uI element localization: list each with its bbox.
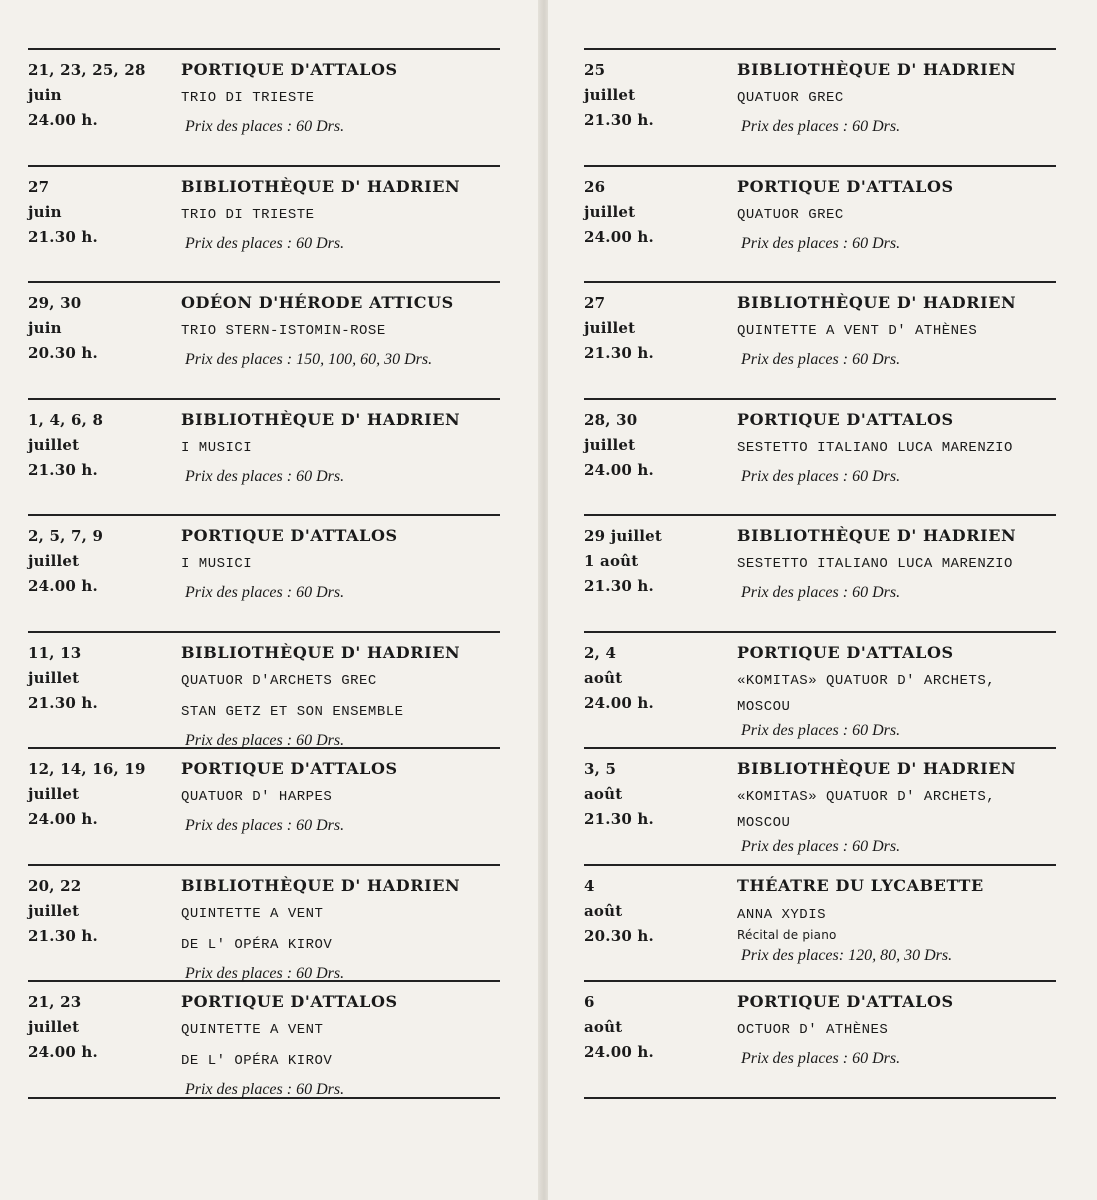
performers <box>181 900 500 960</box>
performers <box>181 783 500 812</box>
event-date <box>28 58 178 133</box>
date-line: 1, 4, 6, 8 <box>28 410 104 429</box>
date-line: 21.30 h. <box>584 111 654 129</box>
concert-entry <box>584 982 1056 1099</box>
date-line: juillet <box>584 435 636 454</box>
left-column <box>28 48 500 1099</box>
performer-name: SESTETTO ITALIANO LUCA MARENZIO <box>737 439 1013 456</box>
concert-entry <box>584 283 1056 400</box>
ticket-price: Prix des places : 60 Drs. <box>741 584 901 601</box>
performer-name: TRIO DI TRIESTE <box>181 206 315 223</box>
venue-name: BIBLIOTHÈQUE D' HADRIEN <box>181 642 461 662</box>
performers <box>181 550 500 579</box>
venue-name: BIBLIOTHÈQUE D' HADRIEN <box>737 759 1017 778</box>
performers <box>181 667 500 727</box>
date-line: 6 <box>584 993 595 1011</box>
event-date <box>584 58 734 133</box>
concert-entry <box>28 866 500 983</box>
concert-entry <box>28 283 500 400</box>
venue-name: THÉATRE DU LYCABETTE <box>737 875 984 895</box>
date-line: juillet <box>584 319 636 337</box>
event-info <box>737 291 1056 374</box>
date-line: 21, 23, 25, 28 <box>28 61 146 79</box>
date-line: 21.30 h. <box>584 344 654 362</box>
ticket-price: Prix des places : 60 Drs. <box>185 584 345 601</box>
event-date <box>28 641 178 716</box>
performer-name: QUATUOR D'ARCHETS GREC <box>181 672 377 689</box>
ticket-price: Prix des places : 60 Drs. <box>185 1081 345 1098</box>
concert-entry <box>28 749 500 866</box>
date-line: 24.00 h. <box>28 111 98 129</box>
ticket-price: Prix des places : 60 Drs. <box>741 721 901 739</box>
concert-entry <box>28 167 500 284</box>
concert-entry <box>584 516 1056 633</box>
date-line: août <box>584 1018 623 1036</box>
date-line: 24.00 h. <box>28 577 98 595</box>
performers <box>181 84 500 113</box>
performer-name: DE L' OPÉRA KIROV <box>181 1053 333 1069</box>
performer-name: QUINTETTE A VENT D' ATHÈNES <box>737 323 978 339</box>
venue-name: PORTIQUE D'ATTALOS <box>181 992 398 1011</box>
date-line: 29 juillet <box>584 527 662 545</box>
event-date <box>28 408 178 483</box>
performers <box>181 1016 500 1076</box>
event-date <box>584 175 734 250</box>
performer-name: ANNA XYDIS <box>737 906 827 923</box>
event-info <box>181 291 500 374</box>
date-line: 27 <box>28 177 50 196</box>
concert-entry <box>584 50 1056 167</box>
event-info <box>181 641 500 755</box>
event-date <box>584 291 734 366</box>
event-info <box>737 990 1056 1073</box>
performers <box>181 434 500 463</box>
performers <box>737 317 1056 346</box>
event-date <box>28 990 178 1065</box>
date-line: 21.30 h. <box>28 227 98 246</box>
performers <box>737 550 1056 579</box>
performer-name: QUINTETTE A VENT <box>181 905 324 922</box>
event-info <box>737 641 1056 745</box>
date-line: août <box>584 901 623 920</box>
venue-name: PORTIQUE D'ATTALOS <box>737 409 954 429</box>
event-info <box>181 990 500 1104</box>
ticket-price: Prix des places : 60 Drs. <box>185 467 345 485</box>
performer-name: «KOMITAS» QUATUOR D' ARCHETS, <box>737 789 996 805</box>
venue-name: BIBLIOTHÈQUE D' HADRIEN <box>181 176 461 196</box>
date-line: 21.30 h. <box>584 577 654 595</box>
venue-name: PORTIQUE D'ATTALOS <box>737 642 954 662</box>
performer-name: MOSCOU <box>737 815 791 831</box>
performer-name: «KOMITAS» QUATUOR D' ARCHETS, <box>737 672 996 689</box>
right-event-list <box>584 50 1056 1099</box>
date-line: juillet <box>28 1018 80 1036</box>
date-line: 25 <box>584 61 606 79</box>
concert-entry <box>28 400 500 517</box>
date-line: 24.00 h. <box>584 460 654 479</box>
date-line: 21.30 h. <box>28 926 98 945</box>
ticket-price: Prix des places : 60 Drs. <box>741 1050 901 1067</box>
right-column <box>584 48 1056 1099</box>
date-line: 24.00 h. <box>584 693 654 712</box>
performers <box>737 1016 1056 1045</box>
ticket-price: Prix des places: 120, 80, 30 Drs. <box>741 946 953 964</box>
event-date <box>584 990 734 1065</box>
event-info <box>737 524 1056 607</box>
event-date <box>584 524 734 599</box>
ticket-price: Prix des places : 60 Drs. <box>185 118 345 135</box>
performer-name: QUATUOR GREC <box>737 90 844 106</box>
concert-entry <box>584 400 1056 517</box>
date-line: 11, 13 <box>28 643 82 662</box>
date-line: juin <box>28 86 62 104</box>
event-date <box>28 757 178 832</box>
date-line: juillet <box>584 86 636 104</box>
performer-name: MOSCOU <box>737 698 791 715</box>
date-line: 27 <box>584 294 606 312</box>
event-date <box>28 291 178 366</box>
date-line: 26 <box>584 177 606 196</box>
event-date <box>28 175 178 250</box>
date-line: 28, 30 <box>584 410 638 429</box>
concert-entry <box>28 633 500 750</box>
date-line: 24.00 h. <box>28 1043 98 1061</box>
date-line: 21.30 h. <box>28 693 98 712</box>
performer-name: QUATUOR GREC <box>737 206 844 223</box>
event-info <box>181 58 500 141</box>
ticket-price: Prix des places : 60 Drs. <box>185 817 345 834</box>
ticket-price: Prix des places : 60 Drs. <box>741 351 901 368</box>
ticket-price: Prix des places : 60 Drs. <box>741 118 901 135</box>
concert-entry <box>28 50 500 167</box>
date-line: 4 <box>584 876 595 895</box>
date-line: juin <box>28 202 62 221</box>
performers <box>181 201 500 230</box>
event-date <box>28 874 178 949</box>
venue-name: PORTIQUE D'ATTALOS <box>737 992 954 1011</box>
date-line: 21.30 h. <box>28 460 98 479</box>
ticket-price: Prix des places : 60 Drs. <box>185 964 345 982</box>
venue-name: ODÉON D'HÉRODE ATTICUS <box>181 293 454 312</box>
date-line: 20.30 h. <box>28 344 98 362</box>
performers <box>737 904 1056 926</box>
performers <box>737 434 1056 463</box>
event-info <box>181 874 500 988</box>
venue-name: BIBLIOTHÈQUE D' HADRIEN <box>737 293 1017 312</box>
performers <box>737 787 1056 833</box>
date-line: août <box>584 668 623 687</box>
event-info <box>737 408 1056 491</box>
event-info <box>737 58 1056 141</box>
left-event-list <box>28 50 500 1099</box>
date-line: 24.00 h. <box>584 227 654 246</box>
performers <box>737 201 1056 230</box>
event-info <box>181 408 500 491</box>
date-line: 20, 22 <box>28 876 82 895</box>
event-info <box>737 757 1056 861</box>
ticket-price: Prix des places : 60 Drs. <box>741 234 901 252</box>
performer-name: DE L' OPÉRA KIROV <box>181 936 333 953</box>
venue-name: PORTIQUE D'ATTALOS <box>181 759 398 778</box>
date-line: juillet <box>28 785 80 803</box>
date-line: 2, 4 <box>584 643 617 662</box>
event-info <box>181 524 500 607</box>
performer-name: OCTUOR D' ATHÈNES <box>737 1022 889 1038</box>
venue-name: PORTIQUE D'ATTALOS <box>737 176 954 196</box>
ticket-price: Prix des places : 60 Drs. <box>185 234 345 252</box>
ticket-price: Prix des places : 60 Drs. <box>185 731 345 749</box>
performer-name: QUINTETTE A VENT <box>181 1022 324 1038</box>
date-line: 24.00 h. <box>584 1043 654 1061</box>
performer-name: I MUSICI <box>181 556 253 572</box>
performer-name: STAN GETZ ET SON ENSEMBLE <box>181 703 404 720</box>
event-date <box>584 757 734 832</box>
concert-entry <box>28 516 500 633</box>
performers <box>737 671 1056 717</box>
event-info <box>737 874 1056 968</box>
performer-name: TRIO STERN-ISTOMIN-ROSE <box>181 323 386 339</box>
date-line: 21, 23 <box>28 993 82 1011</box>
concert-entry <box>584 866 1056 983</box>
concert-entry <box>584 633 1056 750</box>
concert-entry <box>584 167 1056 284</box>
performer-name: QUATUOR D' HARPES <box>181 789 333 805</box>
performer-name: SESTETTO ITALIANO LUCA MARENZIO <box>737 556 1013 572</box>
venue-name: BIBLIOTHÈQUE D' HADRIEN <box>737 60 1017 79</box>
event-date <box>584 408 734 483</box>
date-line: juillet <box>28 901 80 920</box>
venue-name: BIBLIOTHÈQUE D' HADRIEN <box>181 875 461 895</box>
date-line: août <box>584 785 623 803</box>
venue-name: PORTIQUE D'ATTALOS <box>181 526 398 545</box>
venue-name: PORTIQUE D'ATTALOS <box>181 60 398 79</box>
date-line: juillet <box>28 435 80 454</box>
date-line: 29, 30 <box>28 294 82 312</box>
date-line: 24.00 h. <box>28 810 98 828</box>
date-line: juin <box>28 319 62 337</box>
event-info <box>181 757 500 840</box>
performer-name: I MUSICI <box>181 439 253 456</box>
recital-subtitle: Récital de piano <box>737 927 837 942</box>
date-line: juillet <box>584 202 636 221</box>
venue-name: BIBLIOTHÈQUE D' HADRIEN <box>181 409 461 429</box>
event-date <box>584 874 734 949</box>
event-date <box>28 524 178 599</box>
date-line: 21.30 h. <box>584 810 654 828</box>
date-line: 2, 5, 7, 9 <box>28 527 104 545</box>
date-line: juillet <box>28 552 80 570</box>
date-line: juillet <box>28 668 80 687</box>
left-page <box>0 0 540 1200</box>
date-line: 3, 5 <box>584 760 617 778</box>
event-subtitle <box>737 926 1056 944</box>
performers <box>181 317 500 346</box>
venue-name: BIBLIOTHÈQUE D' HADRIEN <box>737 526 1017 545</box>
event-info <box>181 175 500 258</box>
ticket-price: Prix des places : 60 Drs. <box>741 467 901 485</box>
concert-entry <box>28 982 500 1099</box>
event-info <box>737 175 1056 258</box>
ticket-price: Prix des places : 60 Drs. <box>741 838 901 855</box>
date-line: 12, 14, 16, 19 <box>28 760 146 778</box>
ticket-price: Prix des places : 150, 100, 60, 30 Drs. <box>185 351 433 368</box>
performers <box>737 84 1056 113</box>
date-line: 1 août <box>584 552 639 570</box>
performer-name: TRIO DI TRIESTE <box>181 90 315 106</box>
event-date <box>584 641 734 716</box>
concert-entry <box>584 749 1056 866</box>
date-line: 20.30 h. <box>584 926 654 945</box>
right-page <box>548 0 1097 1200</box>
